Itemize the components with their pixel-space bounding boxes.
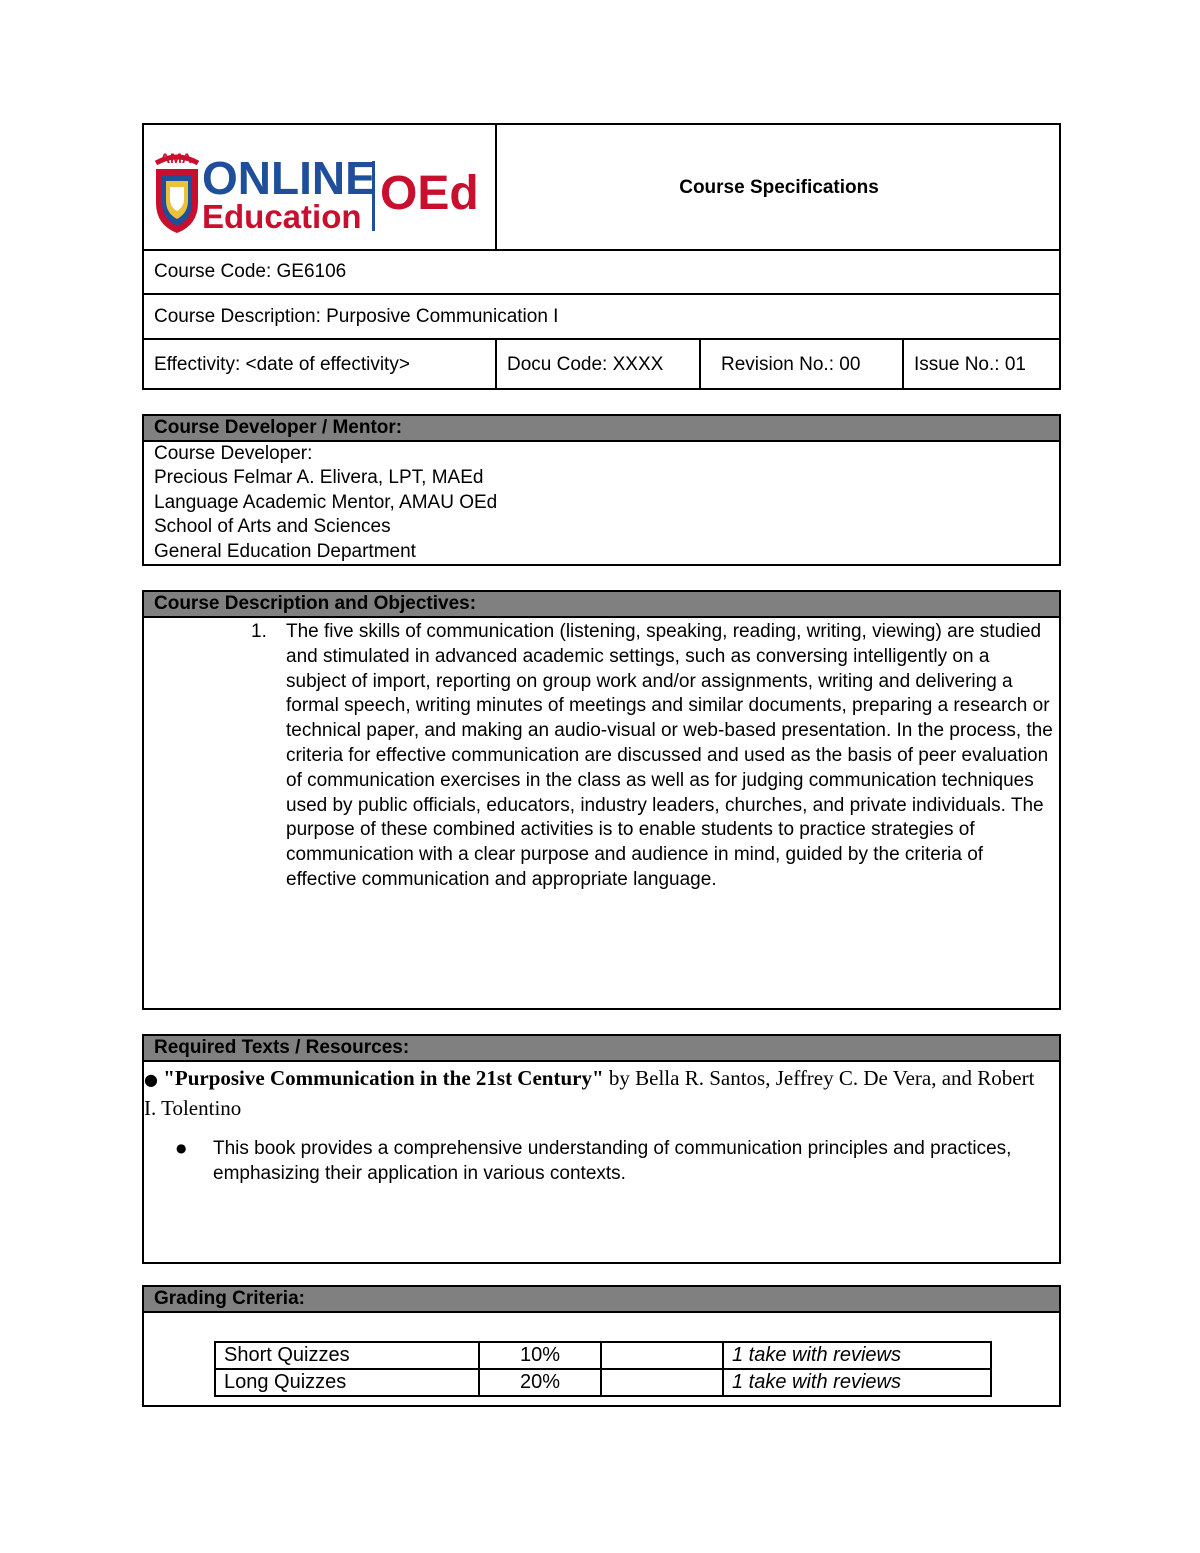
resources-section — [142, 1034, 1061, 1264]
logo — [148, 133, 488, 245]
logo-online: ONLINE — [202, 152, 376, 204]
objective-text: The five skills of communication (listening, speaking, reading, writing, viewing) are studied and stimulated in advanced academic settings, such as conversing intelligently on a subject of import, reporting on group work and/or assignments, writing and delivering a formal speech, writing minutes of meetings and similar documents, preparing a research or technical paper, and making an audio-visual or web-based presentation. In the process, the criteria for effective communication are discussed and used as the basis of peer evaluation of communication exercises in the class as well as for judging communication techniques used by public officials, educators, industry leaders, churches, and private individuals. The purpose of these combined activities is to enable students to practice strategies of communication with a clear purpose and audience in mind, guided by the criteria of effective communication and appropriate language. — [286, 621, 1053, 890]
resources-heading: Required Texts / Resources: — [144, 1036, 1059, 1062]
developer-line: School of Arts and Sciences — [154, 516, 391, 538]
developer-section — [142, 414, 1061, 566]
grade-blank — [601, 1342, 723, 1369]
revision-no: Revision No.: 00 — [721, 354, 861, 375]
table-row — [215, 1369, 991, 1396]
document-header — [142, 123, 1061, 390]
logo-education: Education — [202, 198, 362, 235]
grading-heading: Grading Criteria: — [144, 1287, 1059, 1313]
book-note-text: This book provides a comprehensive understanding of communication principles and practices, emphasizing their application in various contexts. — [213, 1138, 1012, 1184]
grade-item: Short Quizzes — [215, 1342, 479, 1369]
objectives-heading: Course Description and Objectives: — [144, 592, 1059, 618]
grade-blank — [601, 1369, 723, 1396]
book-title: "Purposive Communication in the 21st Century" — [163, 1066, 604, 1090]
developer-line: Language Academic Mentor, AMAU OEd — [154, 491, 498, 513]
book-authors: by Bella R. Santos, Jeffrey C. De Vera, and Robert I. Tolentino — [144, 1066, 1035, 1120]
list-item — [144, 620, 1059, 893]
grade-item: Long Quizzes — [215, 1369, 479, 1396]
book-reference — [144, 1062, 1059, 1122]
grade-note: 1 take with reviews — [723, 1369, 991, 1396]
logo-seal-text: AMA — [160, 150, 192, 166]
docu-code: Docu Code: XXXX — [507, 354, 664, 375]
issue-no: Issue No.: 01 — [914, 354, 1026, 375]
list-number: 1. — [251, 621, 267, 642]
grading-section — [142, 1285, 1061, 1407]
objectives-list — [144, 620, 1059, 893]
bullet-icon: ● — [176, 1141, 187, 1155]
bullet-icon: ● — [144, 1070, 158, 1089]
grade-note: 1 take with reviews — [723, 1342, 991, 1369]
effectivity: Effectivity: <date of effectivity> — [154, 354, 410, 375]
table-row — [215, 1342, 991, 1369]
developer-heading: Course Developer / Mentor: — [144, 416, 1059, 442]
logo-oed: OEd — [380, 167, 479, 220]
developer-line: Precious Felmar A. Elivera, LPT, MAEd — [154, 467, 484, 489]
course-code: Course Code: GE6106 — [154, 261, 347, 282]
grade-weight: 10% — [479, 1342, 601, 1369]
book-note — [144, 1136, 1059, 1186]
document-title: Course Specifications — [679, 177, 879, 198]
objectives-section — [142, 590, 1061, 1010]
course-description: Course Description: Purposive Communication I — [154, 306, 559, 327]
grade-weight: 20% — [479, 1369, 601, 1396]
developer-line: General Education Department — [154, 540, 416, 562]
developer-body — [144, 442, 1059, 564]
grading-table — [214, 1341, 992, 1397]
developer-line: Course Developer: — [154, 443, 313, 464]
